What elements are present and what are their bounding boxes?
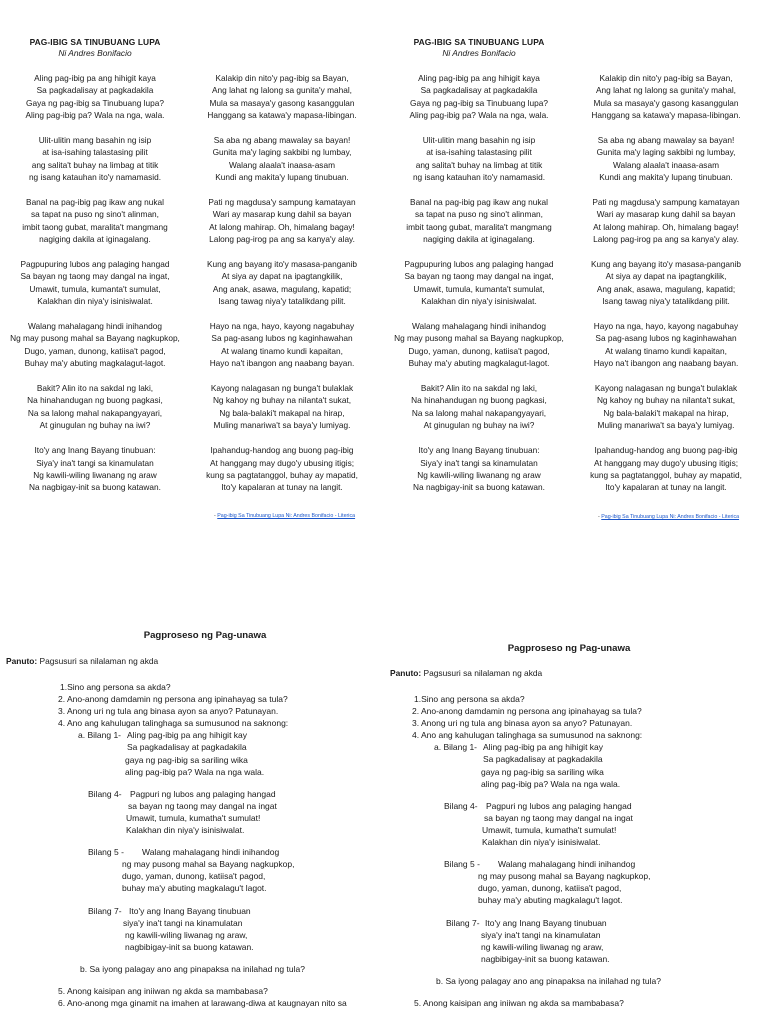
poem-line: Kalakhan din niya'y isinisiwalat.: [421, 296, 537, 307]
poem-line: sa tapat na puso ng sino't alinman,: [31, 209, 159, 220]
poem-stanza: [193, 72, 371, 122]
poem-column-right: [577, 72, 755, 506]
poem-line: At lalong mahirap. Oh, himalang bagay!: [593, 221, 739, 232]
stanza-line: nagbibigay-init sa buong katawan.: [125, 941, 254, 952]
poem-line: Ulit-ulitin mang basahin ng isip: [422, 135, 536, 146]
question-list: [384, 693, 768, 1009]
question-3: 3. Anong uri ng tula ang binasa ayon sa anyo? Patunayan.: [58, 706, 279, 717]
poem-line: Umawit, tumula, kumanta't sumulat,: [413, 283, 545, 294]
poem-column-right: [193, 72, 371, 506]
poem-line: ang salita't buhay na limbag at titik: [31, 159, 159, 170]
poem-line: At ginugulan ng buhay na iwi?: [423, 420, 535, 431]
poem-line: Kundi ang makita'y lupang tinubuan.: [599, 172, 733, 183]
poem-line: Ang lahat ng lalong sa gunita'y mahal,: [596, 85, 736, 96]
poem-line: Ito'y kapalaran at tunay na langit.: [605, 482, 727, 493]
poem-author: Ni Andres Bonifacio: [442, 48, 516, 58]
poem-line: Umawit, tumula, kumanta't sumulat,: [29, 283, 161, 294]
worksheet-right: [384, 560, 768, 1024]
stanza-4-label: Bilang 4-: [444, 800, 478, 811]
stanza-line: Kalakhan din niya'y isinisiwalat.: [126, 825, 245, 836]
stanza-line: sa bayan ng taong may dangal na ingat: [484, 812, 633, 823]
poem-line: Wari ay masarap kung dahil sa bayan: [212, 209, 352, 220]
poem-author: Ni Andres Bonifacio: [58, 48, 132, 58]
directions-text: Pagsusuri sa nilalaman ng akda: [421, 668, 543, 678]
poem-line: Ng bala-balaki't makapal na hirap,: [219, 407, 345, 418]
poem-line: Ang lahat ng lalong sa gunita'y mahal,: [212, 85, 352, 96]
poem-line: Ng kahoy ng buhay na nilanta't sukat,: [212, 395, 352, 406]
poem-stanza: [390, 444, 568, 494]
poem-stanza: [6, 72, 184, 122]
stanza-line: siya'y ina't tangi na kinamulatan: [481, 929, 601, 940]
question-list: [0, 681, 384, 1009]
stanza-line: Umawit, tumula, kumatha't sumulat!: [482, 824, 617, 835]
stanza-line: ng kawili-wiling liwanag ng araw,: [125, 929, 248, 940]
stanza-5-label: Bilang 5 -: [88, 847, 124, 858]
question-2: 2. Ano-anong damdamin ng persona ang ipinahayag sa tula?: [412, 706, 642, 717]
question-2: 2. Ano-anong damdamin ng persona ang ipinahayag sa tula?: [58, 694, 288, 705]
poem-line: Hanggang sa katawa'y mapasa-libingan.: [591, 110, 741, 121]
stanza-line: dugo, yaman, dunong, katiisa't pagod,: [122, 871, 266, 882]
poem-line: ng isang katauhan ito'y namamasid.: [412, 172, 546, 183]
poem-stanza: [577, 382, 755, 432]
poem-line: imbit taong gubat, maralita't mangmang: [22, 221, 168, 232]
poem-line: Pagpupuring lubos ang palaging hangad: [404, 259, 554, 270]
poem-line: Ng kahoy ng buhay na nilanta't sukat,: [596, 395, 736, 406]
poem-line: Sa pagkadalisay at pagkadakila: [420, 85, 538, 96]
poem-stanza: [6, 134, 184, 184]
poem-line: Hayo na't ibangon ang naabang bayan.: [209, 358, 355, 369]
poem-line: Kalakhan din niya'y isinisiwalat.: [37, 296, 153, 307]
poem-stanza: [390, 72, 568, 122]
poem-line: Aling pag-ibig pa? Wala na nga, wala.: [409, 110, 549, 121]
poem-line: Sa bayan ng taong may dangal na ingat,: [404, 271, 554, 282]
stanza-5-label: Bilang 5 -: [444, 859, 480, 870]
poem-line: Na nagbigay-init sa buong katawan.: [413, 482, 545, 493]
poem-line: Muling manariwa't sa baya'y lumiyag.: [213, 420, 351, 431]
poem-stanza: [577, 72, 755, 122]
poem-stanza: [6, 382, 184, 432]
poem-source: [598, 514, 739, 520]
poem-line: ng isang katauhan ito'y namamasid.: [28, 172, 162, 183]
poem-line: At walang tinamo kundi kapaitan,: [605, 345, 727, 356]
poem-line: Na sa lalong mahal nakapangyayari,: [411, 407, 547, 418]
poem-stanza: [193, 258, 371, 308]
source-prefix: -: [598, 514, 602, 520]
poem-stanza: [193, 320, 371, 370]
source-link[interactable]: Pag-ibig Sa Tinubuang Lupa Ni: Andres Bonifacio - Literica: [217, 513, 356, 519]
poem-line: Na sa lalong mahal nakapangyayari,: [27, 407, 163, 418]
poem-line: Isang tawag niya'y tatalikdang pilit.: [218, 296, 346, 307]
poem-line: Ng bala-balaki't makapal na hirap,: [603, 407, 729, 418]
poem-line: Bakit? Alin ito na sakdal ng laki,: [36, 383, 154, 394]
stanza-1-label: a. Bilang 1-: [78, 730, 121, 741]
poem-stanza: [193, 382, 371, 432]
poem-stanza: [193, 196, 371, 246]
poem-stanza: [193, 444, 371, 494]
poem-stanza: [577, 196, 755, 246]
stanza-line: gaya ng pag-ibig sa sariling wika: [481, 766, 604, 777]
poem-line: Sa aba ng abang mawalay sa bayan!: [597, 135, 735, 146]
stanza-line: Sa pagkadalisay at pagkadakila: [127, 742, 247, 753]
poem-line: Kayong nalagasan ng bunga't bulaklak: [594, 383, 738, 394]
stanza-line: Kalakhan din niya'y isinisiwalat.: [482, 837, 601, 848]
poem-line: Buhay ma'y abuting magkalagut-lagot.: [408, 358, 550, 369]
poem-line: Kalakip din nito'y pag-ibig sa Bayan,: [599, 73, 733, 83]
poem-line: Lalong pag-irog pa ang sa kanya'y alay.: [209, 234, 355, 245]
stanza-line: Pagpuri ng lubos ang palaging hangad: [486, 800, 632, 811]
poem-line: Siya'y ina't tangi sa kinamulatan: [420, 457, 538, 468]
stanza-line: buhay ma'y abuting magkalagu't lagot.: [122, 883, 267, 894]
poem-line: Lalong pag-irog pa ang sa kanya'y alay.: [593, 234, 739, 245]
poem-line: Kung ang bayang ito'y masasa-panganib: [590, 259, 742, 270]
poem-stanza: [577, 134, 755, 184]
poem-line: Isang tawag niya'y tatalikdang pilit.: [602, 296, 730, 307]
stanza-line: Pagpuri ng lubos ang palaging hangad: [130, 788, 276, 799]
poem-line: At ginugulan ng buhay na iwi?: [39, 420, 151, 431]
question-4: 4. Ano ang kahulugan talinghaga sa sumusunod na saknong:: [412, 730, 643, 741]
poem-line: nagiging dakila at iginagalang.: [39, 234, 151, 245]
poem-line: Banal na pag-ibig pag ikaw ang nukal: [26, 197, 164, 208]
poem-line: Ng kawili-wiling liwanang ng araw: [33, 469, 157, 480]
question-4: 4. Ano ang kahulugan talinghaga sa sumusunod na saknong:: [58, 718, 289, 729]
poem-stanza: [577, 320, 755, 370]
stanza-line: Walang mahalagang hindi inihandog: [142, 847, 280, 858]
poem-line: imbit taong gubat, maralita't mangmang: [406, 221, 552, 232]
poem-line: Kayong nalagasan ng bunga't bulaklak: [210, 383, 354, 394]
poem-line: At lalong mahirap. Oh, himalang bagay!: [209, 221, 355, 232]
poem-line: Gaya ng pag-ibig sa Tinubuang lupa?: [26, 97, 164, 108]
stanza-line: Walang mahalagang hindi inihandog: [498, 859, 636, 870]
poem-line: At siya ay dapat na ipagtangkilik,: [221, 271, 343, 282]
question-5: 5. Anong kaisipan ang iniiwan ng akda sa mambabasa?: [414, 997, 624, 1008]
poem-line: Na hinahandugan ng buong pagkasi,: [411, 395, 547, 406]
stanza-7-label: Bilang 7-: [446, 917, 480, 928]
poem-line: Kalakip din nito'y pag-ibig sa Bayan,: [215, 73, 349, 83]
poem-line: Siya'y ina't tangi sa kinamulatan: [36, 457, 154, 468]
stanza-line: nagbibigay-init sa buong katawan.: [481, 953, 610, 964]
poem-stanza: [577, 258, 755, 308]
poem-line: Na hinahandugan ng buong pagkasi,: [27, 395, 163, 406]
poem-line: Sa aba ng abang mawalay sa bayan!: [213, 135, 351, 146]
source-link[interactable]: Pag-ibig Sa Tinubuang Lupa Ni: Andres Bonifacio - Literica: [601, 514, 740, 520]
source-prefix: -: [214, 513, 218, 519]
poem-source: [214, 513, 355, 519]
poem-line: nagiging dakila at iginagalang.: [423, 234, 535, 245]
poem-line: Mula sa masaya'y gasong kasanggulan: [593, 97, 739, 108]
poem-line: Ng kawili-wiling liwanang ng araw: [417, 469, 541, 480]
poem-line: Walang alaala't inaasa-asam: [613, 159, 719, 170]
question-1: 1.Sino ang persona sa akda?: [60, 682, 171, 692]
poem-line: Ito'y kapalaran at tunay na langit.: [221, 482, 343, 493]
poem-line: sa tapat na puso ng sino't alinman,: [415, 209, 543, 220]
stanza-line: siya'y ina't tangi na kinamulatan: [123, 917, 243, 928]
worksheet-directions: [6, 656, 158, 666]
poem-line: Aling pag-ibig pa? Wala na nga, wala.: [25, 110, 165, 121]
poem-line: Dugo, yaman, dunong, katiisa't pagod,: [408, 345, 550, 356]
poem-line: At hanggang may dugo'y ubusing itigis;: [209, 457, 355, 468]
poem-stanza: [390, 134, 568, 184]
poem-line: Pagpupuring lubos ang palaging hangad: [20, 259, 170, 270]
worksheet-left: [0, 560, 384, 1024]
poem-line: Walang mahalagang hindi inihandog: [412, 321, 546, 332]
stanza-line: dugo, yaman, dunong, katiisa't pagod,: [478, 883, 622, 894]
poem-line: Dugo, yaman, dunong, katiisa't pagod,: [24, 345, 166, 356]
poem-line: Hayo na't ibangon ang naabang bayan.: [593, 358, 739, 369]
poem-line: Sa bayan ng taong may dangal na ingat,: [20, 271, 170, 282]
poem-line: Ipahandug-handog ang buong pag-ibig: [210, 445, 354, 456]
poem-line: Ang anak, asawa, magulang, kapatid;: [212, 283, 352, 294]
stanza-line: aling pag-ibig pa? Wala na nga wala.: [481, 778, 621, 789]
stanza-line: ng may pusong mahal sa Bayang nagkupkop,: [478, 871, 651, 882]
poem-column-left: [6, 72, 184, 506]
poem-stanza: [577, 444, 755, 494]
poem-line: Walang alaala't inaasa-asam: [229, 159, 335, 170]
poem-line: Ng may pusong mahal sa Bayang nagkupkop,: [394, 333, 564, 344]
poem-line: Ang anak, asawa, magulang, kapatid;: [596, 283, 736, 294]
poem-sheet-left: [0, 0, 384, 560]
poem-line: Bakit? Alin ito na sakdal ng laki,: [420, 383, 538, 394]
poem-line: Sa pagkadalisay at pagkadakila: [36, 85, 154, 96]
poem-stanza: [390, 196, 568, 246]
poem-line: Hayo na nga, hayo, kayong nagabuhay: [209, 321, 355, 332]
poem-line: Buhay ma'y abuting magkalagut-lagot.: [24, 358, 166, 369]
poem-line: Mula sa masaya'y gasong kasanggulan: [209, 97, 355, 108]
poem-line: kung sa pagtatanggol, buhay ay mapatid,: [590, 469, 742, 480]
poem-line: Aling pag-ibig pa ang hihigit kaya: [34, 73, 156, 83]
poem-line: Banal na pag-ibig pag ikaw ang nukal: [410, 197, 548, 208]
question-b: b. Sa iyong palagay ano ang pinapaksa na inilahad ng tula?: [80, 963, 305, 974]
worksheet-title: Pagproseso ng Pag-unawa: [507, 643, 631, 654]
poem-stanza: [6, 444, 184, 494]
poem-line: Muling manariwa't sa baya'y lumiyag.: [597, 420, 735, 431]
stanza-line: buhay ma'y abuting magkalagu't lagot.: [478, 895, 623, 906]
stanza-line: Sa pagkadalisay at pagkadakila: [483, 754, 603, 765]
worksheet-title: Pagproseso ng Pag-unawa: [143, 630, 267, 641]
poem-line: Ng may pusong mahal sa Bayang nagkupkop,: [10, 333, 180, 344]
question-1: 1.Sino ang persona sa akda?: [414, 694, 525, 704]
stanza-7-label: Bilang 7-: [88, 905, 122, 916]
poem-line: Walang mahalagang hindi inihandog: [28, 321, 162, 332]
poem-line: ang salita't buhay na limbag at titik: [415, 159, 543, 170]
poem-line: kung sa pagtatanggol, buhay ay mapatid,: [206, 469, 358, 480]
poem-title: PAG-IBIG SA TINUBUANG LUPA: [29, 37, 161, 47]
poem-line: Wari ay masarap kung dahil sa bayan: [596, 209, 736, 220]
poem-stanza: [6, 320, 184, 370]
poem-line: Gaya ng pag-ibig sa Tinubuang lupa?: [410, 97, 548, 108]
poem-line: Ito'y ang Inang Bayang tinubuan:: [34, 445, 156, 456]
question-3: 3. Anong uri ng tula ang binasa ayon sa anyo? Patunayan.: [412, 718, 633, 729]
poem-stanza: [390, 320, 568, 370]
poem-line: Na nagbigay-init sa buong katawan.: [29, 482, 161, 493]
poem-line: Gunita ma'y laging sakbibi ng lumbay,: [212, 147, 352, 158]
question-5: 5. Anong kaisipan ang iniiwan ng akda sa mambabasa?: [58, 985, 268, 996]
poem-line: Kung ang bayang ito'y masasa-panganib: [206, 259, 358, 270]
poem-stanza: [390, 258, 568, 308]
poem-line: At siya ay dapat na ipagtangkilik,: [605, 271, 727, 282]
stanza-1-label: a. Bilang 1-: [434, 742, 477, 753]
poem-column-left: [390, 72, 568, 506]
poem-line: Gunita ma'y laging sakbibi ng lumbay,: [596, 147, 736, 158]
poem-line: at isa-isahing talastasing pilit: [426, 147, 532, 158]
poem-line: at isa-isahing talastasing pilit: [42, 147, 148, 158]
poem-line: Pati ng magdusa'y sampung kamatayan: [592, 197, 740, 208]
directions-label: Panuto:: [390, 668, 422, 678]
poem-line: Sa pag-asang lubos ng kaginhawahan: [211, 333, 353, 344]
poem-stanza: [6, 196, 184, 246]
stanza-line: aling pag-ibig pa? Wala na nga wala.: [125, 766, 265, 777]
poem-line: Ulit-ulitin mang basahin ng isip: [38, 135, 152, 146]
question-6: 6. Ano-anong mga ginamit na imahen at larawang-diwa at kaugnayan nito sa: [58, 998, 347, 1009]
poem-line: Kundi ang makita'y lupang tinubuan.: [215, 172, 349, 183]
worksheet-directions: [390, 668, 542, 678]
poem-line: At hanggang may dugo'y ubusing itigis;: [593, 457, 739, 468]
stanza-line: Aling pag-ibig pa ang hihigit kay: [127, 730, 248, 741]
poem-title: PAG-IBIG SA TINUBUANG LUPA: [413, 37, 545, 47]
stanza-line: ng kawili-wiling liwanag ng araw,: [481, 941, 604, 952]
poem-line: At walang tinamo kundi kapaitan,: [221, 345, 343, 356]
stanza-line: Aling pag-ibig pa ang hihigit kay: [483, 742, 604, 753]
stanza-line: gaya ng pag-ibig sa sariling wika: [125, 754, 248, 765]
poem-sheet-right: [384, 0, 768, 560]
poem-stanza: [390, 382, 568, 432]
stanza-4-label: Bilang 4-: [88, 788, 122, 799]
stanza-line: sa bayan ng taong may dangal na ingat: [128, 800, 277, 811]
poem-line: Ito'y ang Inang Bayang tinubuan:: [418, 445, 540, 456]
poem-line: Ipahandug-handog ang buong pag-ibig: [594, 445, 738, 456]
directions-label: Panuto:: [6, 656, 38, 666]
stanza-line: Umawit, tumula, kumatha't sumulat!: [126, 812, 261, 823]
question-b: b. Sa iyong palagay ano ang pinapaksa na inilahad ng tula?: [436, 975, 661, 986]
poem-line: Aling pag-ibig pa ang hihigit kaya: [418, 73, 540, 83]
poem-stanza: [6, 258, 184, 308]
poem-line: Hanggang sa katawa'y mapasa-libingan.: [207, 110, 357, 121]
poem-line: Pati ng magdusa'y sampung kamatayan: [208, 197, 356, 208]
directions-text: Pagsusuri sa nilalaman ng akda: [37, 656, 159, 666]
stanza-line: Ito'y ang Inang Bayang tinubuan: [485, 917, 607, 928]
poem-line: Sa pag-asang lubos ng kaginhawahan: [595, 333, 737, 344]
poem-line: Hayo na nga, hayo, kayong nagabuhay: [593, 321, 739, 332]
stanza-line: ng may pusong mahal sa Bayang nagkupkop,: [122, 859, 295, 870]
poem-stanza: [193, 134, 371, 184]
stanza-line: Ito'y ang Inang Bayang tinubuan: [129, 905, 251, 916]
